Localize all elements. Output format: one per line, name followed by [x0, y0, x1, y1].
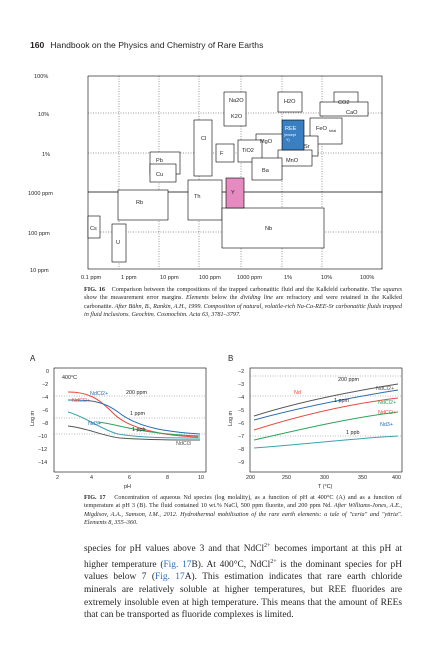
box-cl — [194, 120, 212, 176]
panel-b-xlabel: T (°C) — [318, 484, 333, 490]
svg-text:−6: −6 — [238, 421, 245, 427]
svg-text:−2: −2 — [42, 382, 49, 388]
panel-a-conc3: 1 ppb — [132, 427, 146, 433]
fig16-ytick: 1000 ppm — [28, 191, 53, 197]
label-y: Y — [231, 190, 235, 196]
svg-text:300: 300 — [320, 475, 329, 481]
svg-text:−4: −4 — [42, 395, 49, 401]
svg-text:200: 200 — [246, 475, 255, 481]
panel-a-conc2: 1 ppm — [130, 411, 145, 417]
superscript: 2+ — [270, 558, 277, 565]
label-ree: REE — [285, 126, 297, 132]
fig16-xtick: 10 ppm — [160, 275, 179, 281]
panel-a-series: NdCl3 — [176, 441, 191, 447]
fig16-caption-text: show the measurement error margins. — [84, 294, 186, 302]
panel-b-conc: 200 ppm — [338, 377, 359, 383]
body-paragraph — [84, 540, 402, 622]
label-u: U — [116, 240, 121, 246]
fig17-caption-label: FIG. 17 — [84, 494, 106, 501]
fig17-caption-citation: After Williams-Jones, A.E., Migdisov, A.A., Samson, I.M., 2012. Hydrothermal mobilisation of the rare earth elements: a tale of "ceria" and "yttria". Elements 8, 355–360. — [84, 502, 402, 527]
svg-text:−8: −8 — [238, 447, 245, 453]
panel-b-series: NdCl2+ — [378, 410, 397, 416]
fig16-ytick: 10 ppm — [30, 268, 49, 274]
panel-a-xticks — [56, 475, 204, 481]
fig16-ytick: 100 ppm — [28, 231, 50, 237]
running-title: Handbook on the Physics and Chemistry of Rare Earths — [50, 40, 264, 50]
panel-a-series: NdCl2+ — [90, 391, 109, 397]
figure-17 — [28, 352, 408, 492]
panel-b-ylabel: Log m — [228, 411, 234, 426]
fig17-caption — [84, 494, 402, 528]
figure-link[interactable]: Fig. 17 — [163, 559, 192, 570]
panel-b-label: B — [228, 354, 234, 363]
fig16-caption-label: FIG. 16 — [84, 286, 105, 293]
svg-text:8: 8 — [166, 475, 169, 481]
running-header — [30, 40, 263, 50]
label-mgo: MgO — [260, 139, 273, 145]
fig16-xtick: 1 ppm — [121, 275, 137, 281]
label-f: F — [220, 151, 224, 157]
fig16-ytick: 10% — [38, 112, 50, 118]
svg-text:0: 0 — [46, 369, 49, 375]
svg-text:350: 350 — [358, 475, 367, 481]
fig16-xtick: 0.1 ppm — [81, 275, 102, 281]
fig16-caption-em: Elements — [185, 294, 209, 302]
label-k2o: K2O — [231, 114, 243, 120]
panel-a-temp: 400°C — [62, 375, 78, 381]
label-feo-sub: total — [329, 129, 337, 133]
body-text: becomes important at this pH at higher temperature ( — [84, 544, 402, 570]
fig16-ytick: 100% — [34, 74, 49, 80]
svg-text:4: 4 — [90, 475, 93, 481]
panel-a-label: A — [30, 354, 36, 363]
superscript: 2+ — [264, 543, 271, 549]
panel-b-series: NdCl2+ — [376, 386, 395, 392]
fig16-caption-text: below the — [208, 294, 241, 302]
fig16-xtick: 1% — [284, 275, 293, 281]
label-pb: Pb — [156, 158, 163, 164]
label-th: Th — [194, 194, 201, 200]
panel-a-series: NdCl2+ — [72, 398, 91, 404]
svg-text:−4: −4 — [238, 395, 245, 401]
label-feo: FeO — [316, 126, 327, 132]
svg-text:−8: −8 — [42, 421, 49, 427]
panel-a-yticks — [38, 369, 49, 466]
label-ba: Ba — [262, 168, 269, 174]
fig16-caption-text: Comparison between the compositions of the trapped carbonatitic fluid and the Kalkfeld carbonatite. The — [111, 286, 383, 293]
fig16-caption-em: dividing line — [240, 294, 273, 302]
panel-b-yticks — [238, 369, 244, 466]
body-text: is the dominant species for pH values below 7 ( — [84, 559, 402, 583]
panel-b-conc2: 1 ppm — [334, 398, 349, 404]
label-rb: Rb — [136, 200, 144, 206]
svg-text:−14: −14 — [38, 460, 48, 466]
box-nb — [222, 208, 324, 248]
svg-text:2: 2 — [56, 475, 59, 481]
box-f — [216, 144, 234, 162]
body-text: B). At 400°C, NdCl — [191, 559, 271, 570]
svg-text:−9: −9 — [238, 460, 245, 466]
panel-a-xlabel: pH — [124, 484, 131, 490]
fig16-xtick: 10% — [321, 275, 333, 281]
panel-b-series: Nd3+ — [380, 422, 394, 428]
panel-b-series: NdCl2+ — [378, 400, 397, 406]
fig16-caption-citation: After Bühn, B., Rankin, A.H., 1999. Composition of natural, volatile-rich Na-Ca-REE-Sr carbonatitic fluids trapped in fluid inclusions. Geochim. Cosmochim. Acta 63, 3781–3797. — [84, 302, 402, 319]
svg-text:−12: −12 — [38, 447, 48, 453]
label-h2o: H2O — [284, 99, 296, 105]
panel-b-conc3: 1 ppb — [346, 430, 360, 436]
svg-text:250: 250 — [282, 475, 291, 481]
fig16-caption-text: are refractory and were retained in the Kalkfed carbonatite. — [84, 294, 402, 310]
label-sr: Sr — [304, 144, 310, 150]
svg-text:−3: −3 — [238, 382, 245, 388]
label-co2: CO2 — [338, 100, 350, 106]
panel-a-series: Nd3+ — [88, 421, 102, 427]
fig16-caption — [84, 286, 402, 320]
page-number: 160 — [30, 40, 45, 50]
label-mno: MnO — [286, 158, 299, 164]
fig16-ytick: 1% — [42, 152, 51, 158]
fig17-caption-text: Concentration of aqueous Nd species (log molality), as a function of pH at 400°C (A) and as a function of temperature at pH 3 (B). The fluid contained 10 wt.% NaCl, 500 ppm fluorite, and 200 ppm Nd. — [84, 494, 402, 510]
label-ree-sub2: Y) — [286, 138, 290, 142]
label-cu: Cu — [156, 172, 164, 178]
body-text: A). This estimation indicates that rare earth chloride minerals are relatively soluble at higher temperatures, but REE fluorides are extremely insoluble even at high temperature. This means that the amount of REEs that can be transported as fluoride complexes is limited. — [84, 572, 402, 621]
fig16-xtick: 100 ppm — [199, 275, 221, 281]
fig16-xtick: 1000 ppm — [237, 275, 262, 281]
body-text: species for pH values above 3 and that NdCl — [84, 544, 265, 555]
figure-16 — [28, 68, 388, 286]
box-th — [188, 180, 222, 220]
panel-a-conc: 200 ppm — [126, 390, 147, 396]
svg-text:−7: −7 — [238, 434, 245, 440]
panel-a-ylabel: Log m — [30, 411, 36, 426]
svg-text:−10: −10 — [38, 434, 48, 440]
label-ree-sub1: (except — [284, 133, 296, 137]
svg-text:6: 6 — [128, 475, 131, 481]
label-tio2: TiO2 — [242, 148, 254, 154]
panel-b-frame — [250, 368, 402, 472]
panel-b-series: Nd — [294, 390, 301, 396]
label-cl: Cl — [201, 136, 207, 142]
label-cao: CaO — [346, 110, 358, 116]
svg-text:−6: −6 — [42, 408, 49, 414]
fig16-xtick: 100% — [360, 275, 375, 281]
fig16-caption-em: squares — [382, 286, 403, 293]
label-na2o: Na2O — [229, 98, 244, 104]
svg-text:−5: −5 — [238, 408, 245, 414]
figure-link[interactable]: Fig. 17 — [155, 572, 185, 583]
label-nb: Nb — [265, 226, 273, 232]
label-cs: Cs — [90, 226, 97, 232]
svg-text:−2: −2 — [238, 369, 245, 375]
svg-text:10: 10 — [198, 475, 204, 481]
panel-b-xticks — [246, 475, 401, 481]
box-y — [226, 178, 244, 208]
svg-text:400: 400 — [392, 475, 401, 481]
